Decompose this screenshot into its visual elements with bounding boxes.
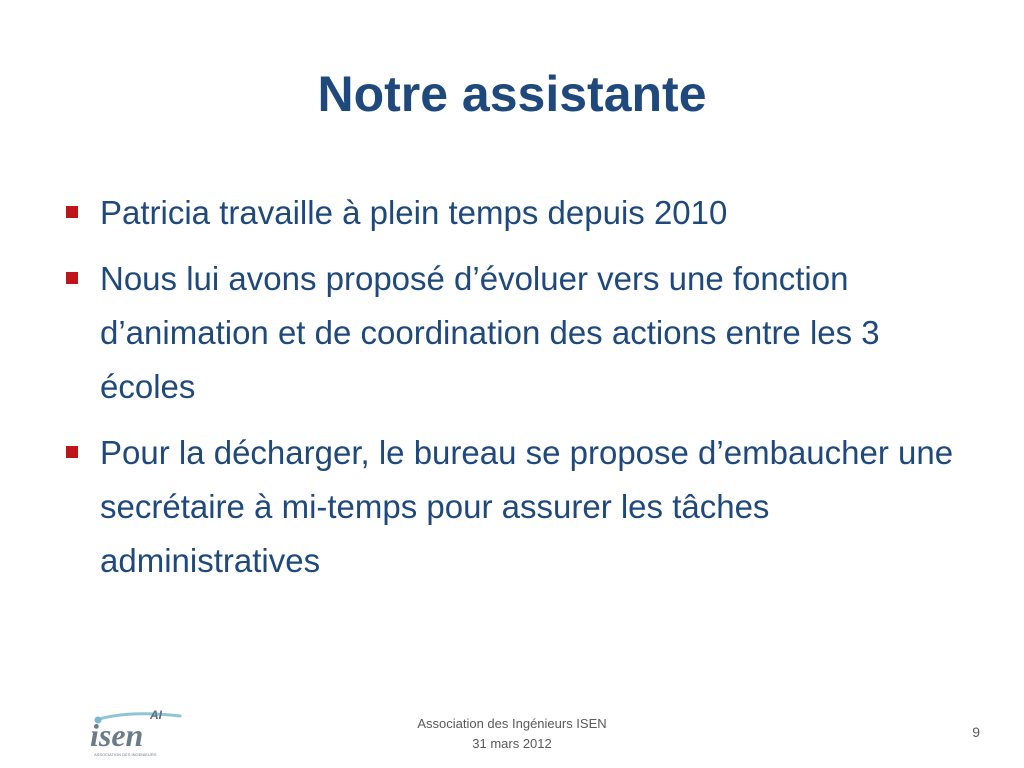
- bullet-item: [62, 426, 962, 588]
- isen-ai-logo-icon: [88, 706, 188, 760]
- footer-date: 31 mars 2012: [472, 736, 552, 751]
- square-bullet-icon: [66, 206, 78, 218]
- bullet-text: Pour la décharger, le bureau se propose d’embaucher une secrétaire à mi-temps pour assurer les tâches administratives: [100, 434, 954, 579]
- bullet-text: Nous lui avons proposé d’évoluer vers une fonction d’animation et de coordination des actions entre les 3 écoles: [100, 260, 880, 405]
- bullet-item: [62, 186, 962, 240]
- logo-sub-text: ASSOCIATION DES INGENIEURS: [94, 752, 157, 757]
- bullet-text: Patricia travaille à plein temps depuis 2010: [100, 194, 728, 231]
- square-bullet-icon: [66, 446, 78, 458]
- slide-title: Notre assistante: [317, 66, 707, 122]
- footer-organization: Association des Ingénieurs ISEN: [417, 716, 607, 731]
- logo-tag-text: AI: [150, 708, 162, 722]
- page-number: 9: [972, 724, 980, 740]
- bullet-item: [62, 252, 962, 414]
- bullet-list: [62, 186, 962, 600]
- logo-main-text: isen: [90, 717, 144, 753]
- square-bullet-icon: [66, 272, 78, 284]
- footer-info: [362, 714, 662, 754]
